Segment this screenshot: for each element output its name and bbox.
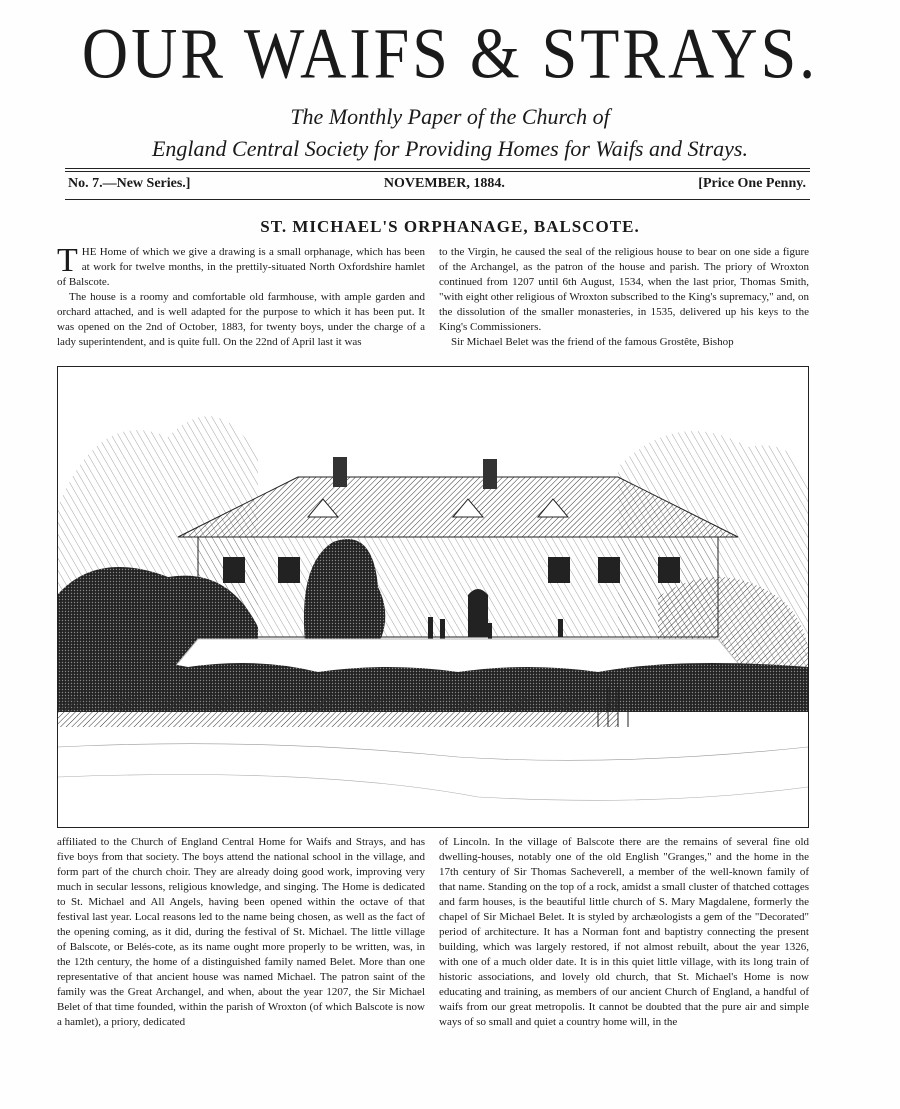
column-top-right [439, 245, 809, 350]
paragraph: The house is a roomy and comfortable old farmhouse, with ample garden and orchard attached, and is well adapted for the purpose to which it has been put. It was opened on the 2nd of October, 1883, for twenty boys, under the charge of a lady superintendent, and is quite full. On the 22nd of April last it was [57, 291, 425, 348]
paragraph [57, 242, 425, 290]
subtitle-line-1: The Monthly Paper of the Church of [290, 104, 610, 129]
header-rule-top-double [65, 171, 810, 172]
header-rule-top [65, 168, 810, 169]
paragraph: Sir Michael Belet was the friend of the famous Grostête, Bishop [451, 336, 734, 348]
column-bottom-right [439, 835, 809, 1030]
issue-price: [Price One Penny. [698, 176, 806, 191]
article-title: ST. MICHAEL'S ORPHANAGE, BALSCOTE. [260, 217, 640, 236]
column-bottom-left [57, 835, 425, 1030]
column-top-left [57, 242, 425, 350]
paragraph-text: HE Home of which we give a drawing is a small orphanage, which has been at work for twelve months, in the prettily-situated North Oxfordshire hamlet of Balscote. [57, 246, 425, 288]
paragraph: to the Virgin, he caused the seal of the religious house to bear on one side a figure of the Archangel, as the patron of the house and parish. The priory of Wroxton continued from 1207 until 6th August, 1534, when the last prior, Thomas Smith, "with eight other religious of Wroxton subscribed to the King's supremacy," and, on the dissolution of the smaller monasteries, in 1535, delivered up his keys to the King's Commissioners. [439, 246, 809, 333]
issue-date: NOVEMBER, 1884. [383, 176, 505, 191]
masthead-title: OUR WAIFS & STRAYS. [81, 13, 819, 94]
header-rule-bottom [65, 199, 810, 200]
orphanage-engraving [57, 366, 809, 828]
issue-number: No. 7.—New Series.] [68, 176, 191, 191]
subtitle-line-2: England Central Society for Providing Homes for Waifs and Strays. [151, 136, 748, 161]
drop-cap: T [57, 242, 78, 279]
paragraph: of Lincoln. In the village of Balscote there are the remains of several fine old dwelling-houses, notably one of the old English "Granges," and the home in the 17th century of Sir Thomas Sacheverell, a member of the well-known family of that name. Standing on the top of a rock, amidst a small cluster of thatched cottages and farm houses, is the beautiful little church of S. Mary Magdalene, formerly the chapel of Sir Michael Belet. It is styled by archæologists a gem of the "Decorated" period of architecture. It has a Norman font and baptistry connecting the present building, which was largely restored, if not almost rebuilt, about the year 1326, with one of a much older date. It is in this quiet little village, with its long train of historic associations, and lovely old church, that St. Michael's Home is now educating and training, as members of our ancient Church of England, a handful of waifs from our great metropolis. It cannot be doubted that the pure air and simple ways of so small and quiet a country home will, in the [439, 836, 809, 1028]
paragraph: affiliated to the Church of England Central Home for Waifs and Strays, and has five boys from that society. The boys attend the national school in the village, and form part of the church choir. They are already doing good work, improving very much in secular lessons, religious knowledge, and singing. The Home is dedicated to St. Michael and All Angels, having been opened within the octave of that festival last year. Local reasons led to the name being chosen, as well as the fact of the opening coming, as it did, during the festival of St. Michael. The little village of Balscote, or Belés-cote, as its name ought more properly to be written, was, in the 12th century, the home of a distinguished family named Belet. More than one representative of that ancient house was named Michael. The patron saint of the family was the Great Archangel, and when, about the year 1207, the Sir Michael Belet of that time founded, within the parish of Wroxton (of which Balscote is now a hamlet), a priory, dedicated [57, 836, 425, 1028]
issue-line [68, 176, 806, 192]
